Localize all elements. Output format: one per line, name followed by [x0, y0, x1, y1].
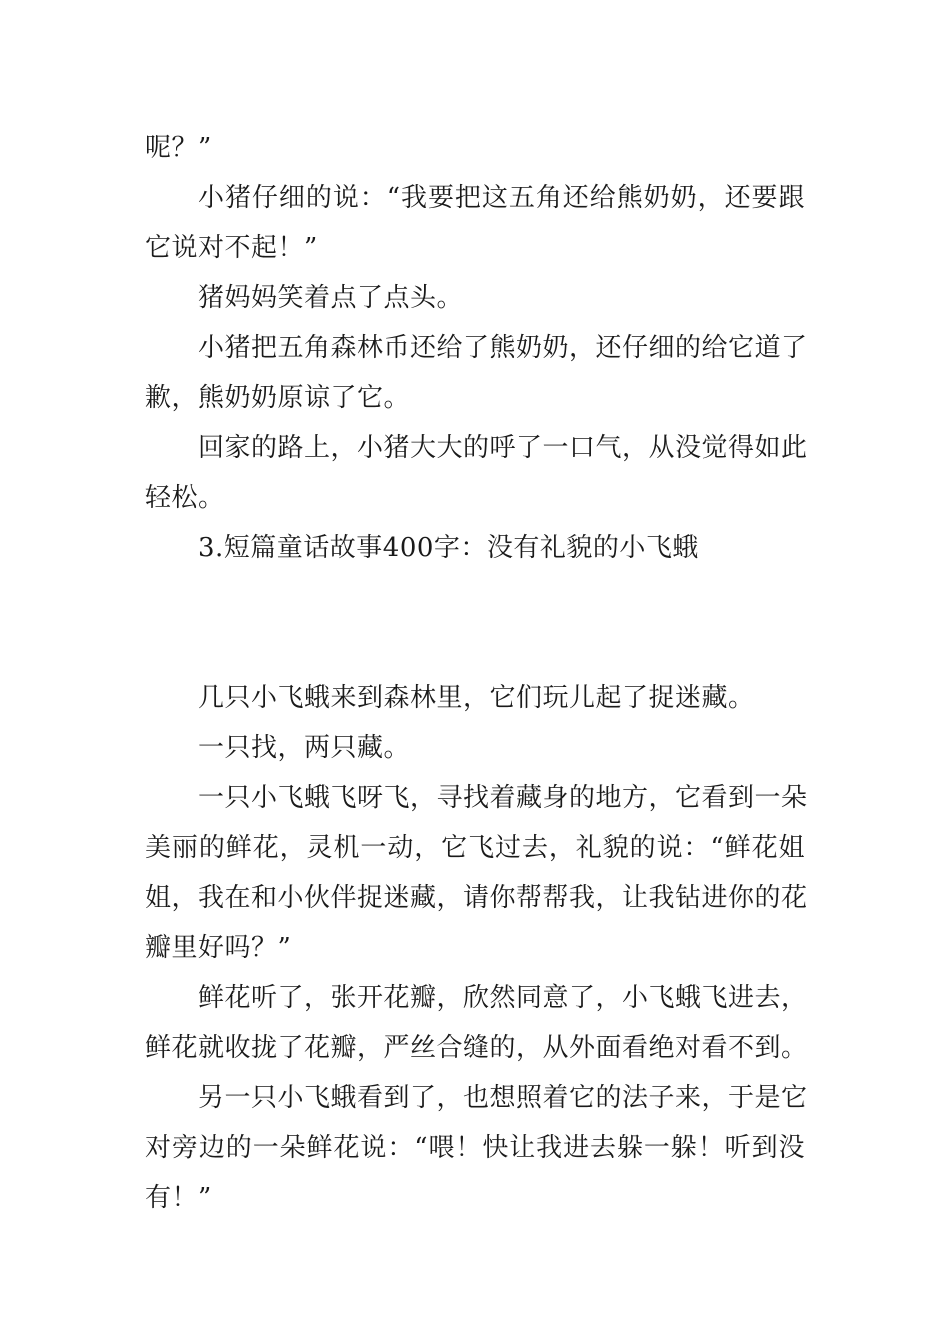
paragraph-line: 回家的路上，小猪大大的呼了一口气，从没觉得如此	[198, 433, 808, 463]
paragraph-line: 轻松。	[145, 483, 225, 513]
paragraph-line: 美丽的鲜花，灵机一动，它飞过去，礼貌的说：“鲜花姐	[145, 833, 805, 863]
paragraph-line: 猪妈妈笑着点了点头。	[198, 283, 464, 313]
paragraph-line: 鲜花就收拢了花瓣，严丝合缝的，从外面看绝对看不到。	[145, 1033, 808, 1063]
paragraph-line: 它说对不起！”	[145, 233, 318, 263]
paragraph-line: 有！”	[145, 1183, 212, 1213]
paragraph-line: 鲜花听了，张开花瓣，欣然同意了，小飞蛾飞进去，	[198, 983, 808, 1013]
paragraph-line: 歉，熊奶奶原谅了它。	[145, 383, 411, 413]
paragraph-line: 对旁边的一朵鲜花说：“喂！快让我进去躲一躲！听到没	[145, 1133, 805, 1163]
paragraph-line: 姐，我在和小伙伴捉迷藏，请你帮帮我，让我钻进你的花	[145, 883, 808, 913]
paragraph-line: 另一只小飞蛾看到了，也想照着它的法子来，于是它	[198, 1083, 808, 1113]
paragraph-line: 呢？”	[145, 133, 212, 163]
paragraph-line: 一只小飞蛾飞呀飞，寻找着藏身的地方，它看到一朵	[198, 783, 808, 813]
paragraph-line: 小猪把五角森林币还给了熊奶奶，还仔细的给它道了	[198, 333, 808, 363]
section-heading: 3.短篇童话故事400字：没有礼貌的小飞蛾	[198, 533, 699, 563]
paragraph-line: 瓣里好吗？”	[145, 933, 292, 963]
paragraph-line: 几只小飞蛾来到森林里，它们玩儿起了捉迷藏。	[198, 683, 755, 713]
paragraph-line: 一只找，两只藏。	[198, 733, 411, 763]
paragraph-line: 小猪仔细的说：“我要把这五角还给熊奶奶，还要跟	[198, 183, 805, 213]
